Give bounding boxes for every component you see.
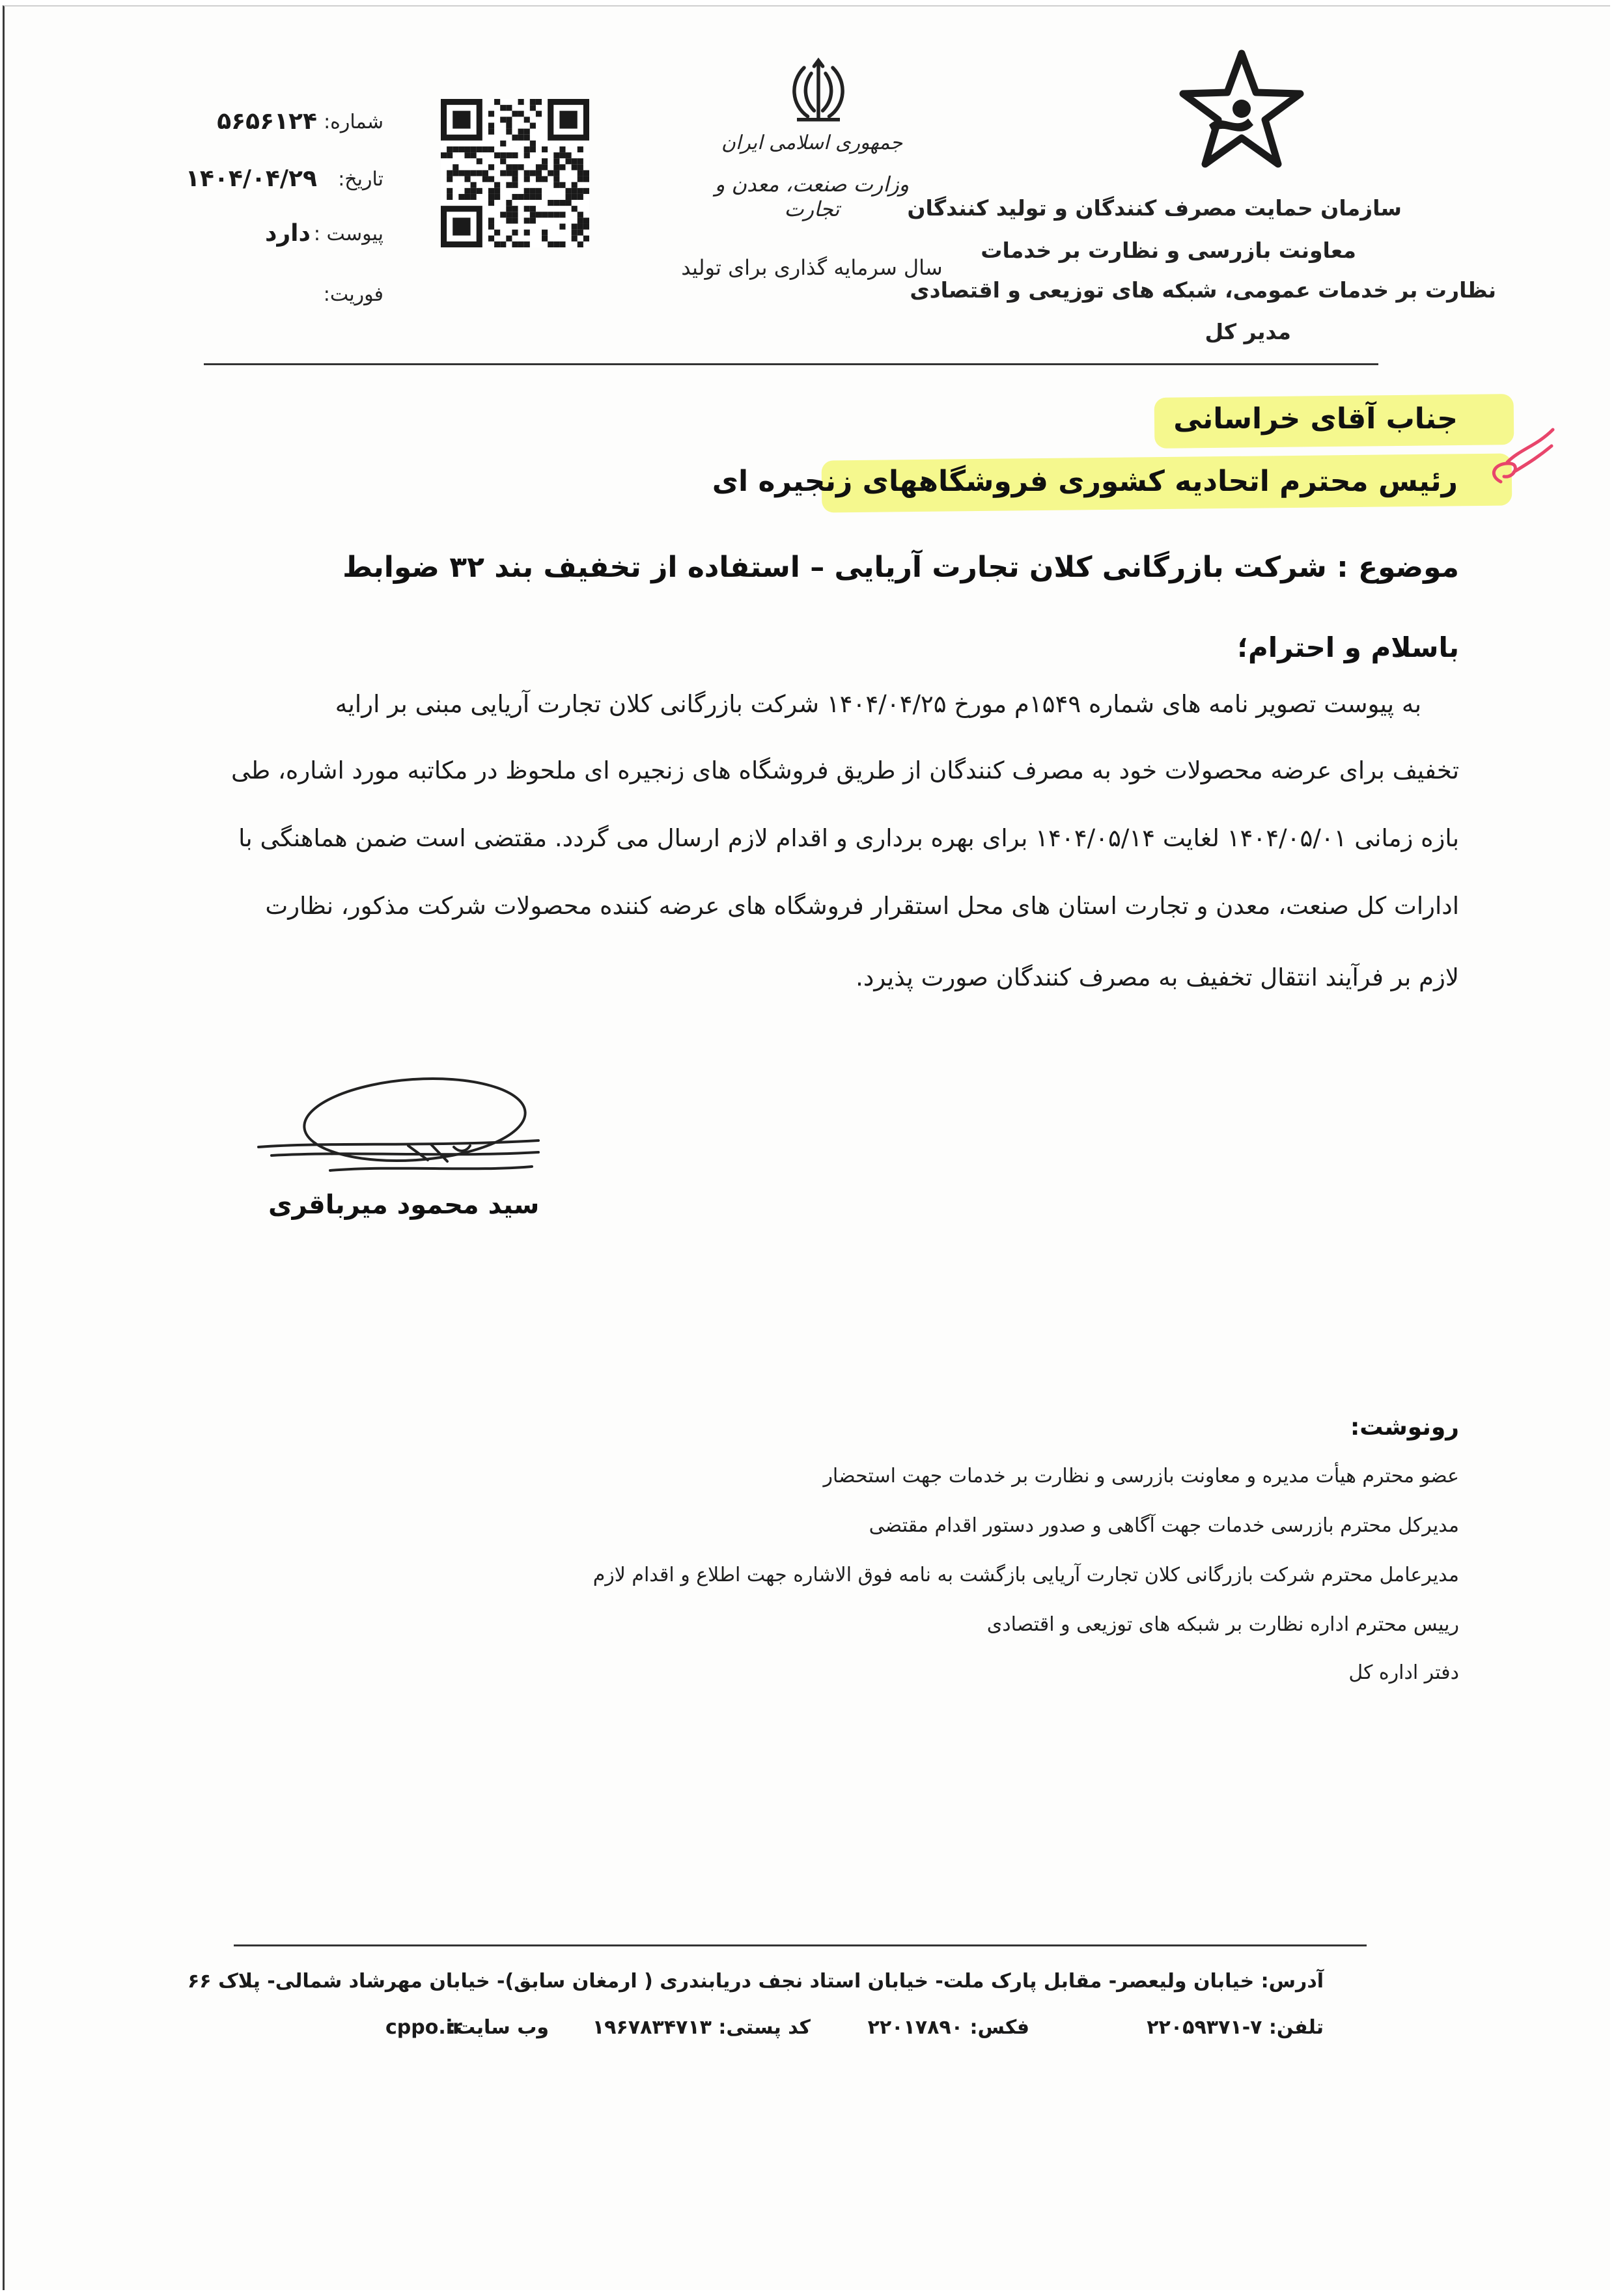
cc-item: دفتر اداره کل	[1348, 1661, 1459, 1684]
footer-address: آدرس: خیابان ولیعصر- مقابل پارک ملت- خیابان استاد نجف دریابندری ( ارمغان سابق)- خیابان مهرشاد شمالی- پلاک ۶۶	[188, 1970, 1324, 1993]
footer-divider	[234, 1944, 1367, 1946]
body-line: تخفیف برای عرضه محصولات خود به مصرف کنندگان از طریق فروشگاه های زنجیره ای ملحوظ در مکاتبه مورد اشاره، طی	[230, 756, 1459, 784]
recipient-title: رئیس محترم اتحادیه کشوری فروشگاههای زنجیره ای	[712, 465, 1458, 498]
signer-name: سید محمود میرباقری	[268, 1190, 540, 1220]
number-label: شماره:	[324, 111, 383, 133]
body-line: به پیوست تصویر نامه های شماره ۱۵۴۹م مورخ ۱۴۰۴/۰۴/۲۵ شرکت بازرگانی کلان تجارت آریایی مبنی بر ارایه	[335, 690, 1421, 718]
letter-subject: موضوع : شرکت بازرگانی کلان تجارت آریایی – استفاده از تخفیف بند ۳۲ ضوابط	[342, 551, 1459, 584]
letter-number	[174, 108, 389, 150]
cc-item: رییس محترم اداره نظارت بر شبکه های توزیعی و اقتصادی	[986, 1613, 1459, 1636]
header-divider	[204, 363, 1378, 365]
letter-sheet	[3, 5, 1610, 2290]
body-line: ادارات کل صنعت، معدن و تجارت استان های محل استقرار فروشگاه های عرضه کننده محصولات شرکت مذکور، نظارت	[265, 892, 1459, 920]
number-value: ۵۶۵۶۱۲۴	[217, 108, 317, 135]
iran-emblem-icon	[783, 53, 854, 125]
organization-logo-icon	[1170, 47, 1313, 184]
qr-code-icon	[441, 99, 589, 247]
footer-website-label: وب سایت:	[447, 2016, 549, 2039]
date-value: ۱۴۰۴/۰۴/۲۹	[185, 165, 317, 192]
cc-item: مدیرعامل محترم شرکت بازرگانی کلان تجارت آریایی بازگشت به نامه فوق الاشاره جهت اطلاع و اقدام لازم	[592, 1564, 1459, 1586]
pen-mark-icon	[1475, 417, 1559, 501]
emblem-line1: جمهوری اسلامی ایران	[721, 131, 903, 154]
cc-item: عضو محترم هیأت مدیره و معاونت بازرسی و نظارت بر خدمات جهت استحضار	[823, 1465, 1459, 1487]
urgency-label: فوریت:	[323, 283, 383, 306]
attachment-value: دارد	[264, 220, 311, 247]
body-line: بازه زمانی ۱۴۰۴/۰۵/۰۱ لغایت ۱۴۰۴/۰۵/۱۴ برای بهره برداری و اقدام لازم ارسال می گردد. مقتضی است ضمن هماهنگی با	[238, 824, 1459, 852]
organization-director: مدیر کل	[1205, 319, 1291, 344]
letter-date	[174, 165, 389, 207]
date-label: تاریخ:	[338, 168, 383, 191]
footer-postal: کد پستی: ۱۹۶۷۸۳۴۷۱۳	[592, 2016, 811, 2039]
organization-department: نظارت بر خدمات عمومی، شبکه های توزیعی و اقتصادی	[910, 277, 1496, 303]
footer-website[interactable]: cppo.ir	[385, 2016, 462, 2039]
emblem-line2: وزارت صنعت، معدن و تجارت	[714, 172, 910, 221]
organization-name: سازمان حمایت مصرف کنندگان و تولید کنندگان	[907, 195, 1402, 221]
signature-icon	[252, 1074, 551, 1204]
cc-title: رونوشت:	[1350, 1414, 1459, 1441]
letter-greeting: باسلام و احترام؛	[1237, 631, 1459, 663]
organization-deputy: معاونت بازرسی و نظارت بر خدمات	[981, 238, 1356, 263]
attachment-label: پیوست :	[313, 223, 383, 245]
footer-fax: فکس: ۲۲۰۱۷۸۹۰	[867, 2016, 1029, 2039]
recipient-name: جناب آقای خراسانی	[1173, 402, 1458, 436]
letter-urgency	[174, 283, 389, 322]
footer-phone: تلفن: ۷-۲۲۰۵۹۳۷۱	[1147, 2016, 1324, 2039]
slogan: سال سرمایه گذاری برای تولید	[681, 255, 943, 280]
body-line: لازم بر فرآیند انتقال تخفیف به مصرف کنندگان صورت پذیرد.	[856, 963, 1459, 991]
cc-item: مدیرکل محترم بازرسی خدمات جهت آگاهی و صدور دستور اقدام مقتضی	[869, 1514, 1459, 1537]
letter-attachment	[174, 220, 389, 262]
